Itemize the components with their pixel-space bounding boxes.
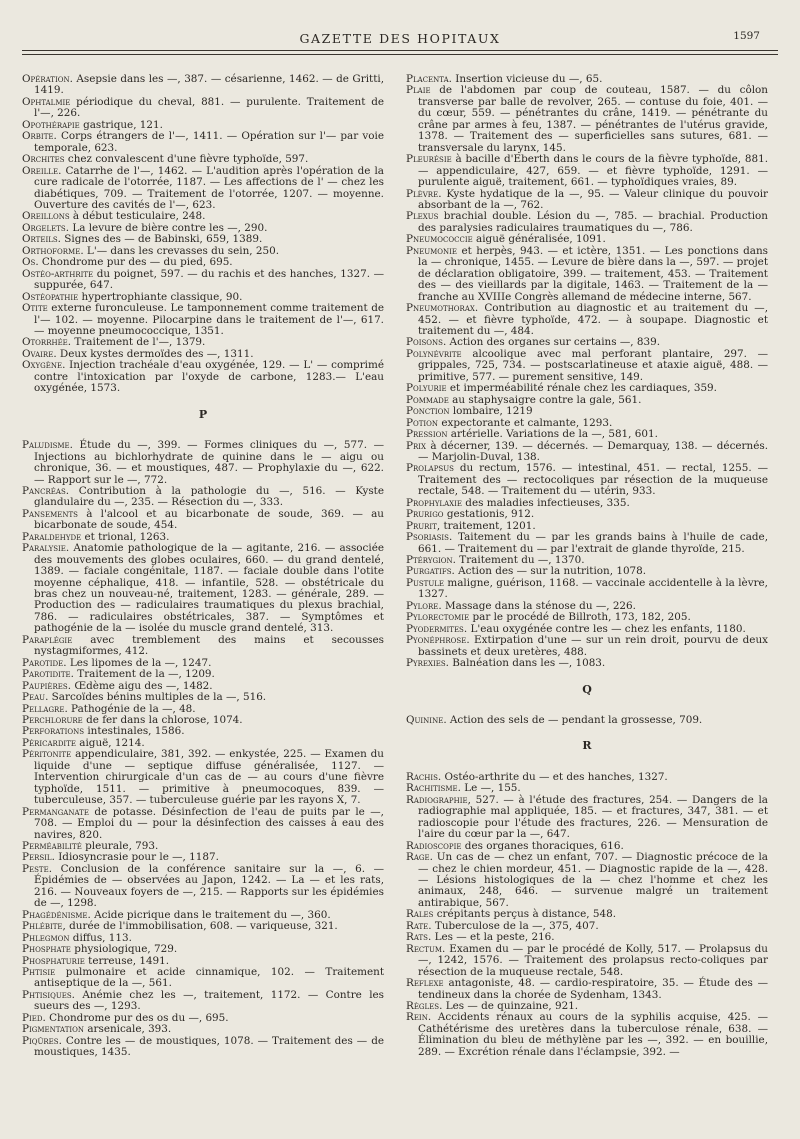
index-term: Phlegmon xyxy=(22,931,70,944)
index-text: alcoolique avec mal perforant plantaire, 297. — grippales, 725, 734. — postscarlatineuse et ataxie aiguë, 488. — primitive, 577. — purement sensitive, 149. xyxy=(418,347,768,383)
index-text: , 527. — à l'étude des fractures, 254. — Dangers de la radiographie mal appliquée, 185. — et fractures, 347, 381. — et radioscopie pour l'étude des fractures, 226. — Mensuration de l'aire du cœur par la —, 647. xyxy=(418,793,768,841)
index-text: du poignet, 597. — du rachis et des hanches, 1327. — suppurée, 647. xyxy=(34,267,384,292)
index-term: Paraldehyde xyxy=(22,530,82,543)
index-term: Perméabilité xyxy=(22,840,82,852)
index-text: . Sarcoïdes bénins multiples de la —, 516. xyxy=(45,691,267,704)
index-term: Pommade xyxy=(406,393,449,406)
index-term: Plèvre xyxy=(406,187,439,200)
index-entry xyxy=(406,715,768,726)
index-term: Polyurie xyxy=(406,382,447,395)
index-text: . Les lipomes de la —, 1247. xyxy=(63,656,212,669)
index-text: . Accidents rénaux au cours de la syphilis acquise, 425. — Cathétérisme des uretères dans la tuberculose rénale, 638. — Élimination du bleu de méthylène par les —, 392. — en bouillie, 289. — Excrétion rénale dans l'éclampsie, 392. — xyxy=(418,1011,768,1058)
index-entry xyxy=(406,303,768,337)
index-text: appendiculaire, 381, 392. — enkystée, 225. — Examen du liquide d'une — septique diffuse généralisée, 1127. — Intervention chirurgicale d'un cas de — au cours d'une fièvre typhoïde, 1511. — primitive à pneumocoques, 839. — tuberculeuse, 357. — tuberculeuse guérie par les rayons X, 7. xyxy=(34,748,384,807)
index-text: . Pathogénie de la —, 48. xyxy=(64,702,196,715)
index-term: Prix xyxy=(406,439,427,452)
index-term: Placenta xyxy=(406,73,449,85)
index-term: Pneumococcie xyxy=(406,233,473,246)
index-entry xyxy=(406,463,768,497)
index-term: Orthoforme xyxy=(22,244,81,257)
index-text: . Contre les — de moustiques, 1078. — Traitement des — de moustiques, 1435. xyxy=(34,1034,384,1059)
index-term: Parotidite xyxy=(22,668,71,681)
index-text: . Les — de quinzaine, 921. xyxy=(439,999,579,1012)
index-text: externe furonculeuse. Le tamponnement comme traitement de l'— 102. — moyenne. Pilocarpine dans le traitement de l'—, 617. — moyenne pneumococcique, 1351. xyxy=(34,302,384,337)
index-entry xyxy=(22,131,384,154)
index-term: Oreillons xyxy=(22,210,70,223)
index-text: . Extirpation d'une — sur un rein droit, pourvu de deux bassinets et deux uretères, 488. xyxy=(418,634,768,658)
index-text: aiguë, 1214. xyxy=(75,736,145,749)
index-term: Perforations xyxy=(22,725,85,738)
index-text: et trional, 1263. xyxy=(81,530,170,543)
index-term: Règles xyxy=(406,999,440,1012)
index-text: gestationis, 912. xyxy=(443,508,535,521)
index-entry xyxy=(22,486,384,509)
index-text: du rectum, 1576. — intestinal, 451. — rectal, 1255. — Traitement des — rectocoliques par résection de la muqueuse rectale, 548. — Traitement du — utérin, 933. xyxy=(418,462,768,498)
index-text: . Action des — sur la nutrition, 1078. xyxy=(451,565,647,578)
index-entry xyxy=(22,990,384,1013)
index-entry xyxy=(406,578,768,601)
index-text: aiguë généralisée, 1091. xyxy=(472,233,606,246)
index-term: Pansements xyxy=(22,507,78,520)
index-text: . Kyste hydatique de la —, 95. — Valeur clinique du pouvoir absorbant de la —, 762. xyxy=(418,187,768,211)
index-text: antagoniste, 48. — cardio-respiratoire, 35. — Étude des — tendineux dans la chorée de Sydenham, 1343. xyxy=(418,977,768,1001)
index-text: . Un cas de — chez un enfant, 707. — Diagnostic précoce de la — chez le chien mordeur, 451. — Diagnostic rapide de la —, 428. — Lésions histologiques de la — chez l'homme et chez les animaux, 248, 646. — survenue malgré un traitement antirabique, 567. xyxy=(418,851,768,909)
index-entry xyxy=(22,166,384,212)
index-term: Phtisie xyxy=(22,965,56,978)
index-term: Potion xyxy=(406,416,439,429)
journal-title: GAZETTE DES HOPITAUX xyxy=(299,31,501,46)
index-term: Ptérygion xyxy=(406,554,453,567)
index-entry xyxy=(406,189,768,212)
index-text: . Contribution au diagnostic et au traitement du —, 452. — et fièvre typhoïde, 472. — à soupape. Diagnostic et traitement du —, 484. xyxy=(418,302,768,337)
index-text: . Balnéation dans les —, 1083. xyxy=(445,657,606,670)
index-text: . Tuberculose de la —, 375, 407. xyxy=(428,919,599,932)
index-text: diffus, 113. xyxy=(69,931,132,944)
index-term: Rats xyxy=(406,931,428,944)
index-text: avec tremblement des mains et secousses nystagmiformes, 412. xyxy=(34,633,384,658)
index-entry xyxy=(406,635,768,658)
index-term: Opération xyxy=(22,73,70,85)
index-entry xyxy=(406,246,768,303)
index-term: Persil xyxy=(22,851,52,864)
index-term: Orteils xyxy=(22,233,58,246)
index-term: Opothérapie xyxy=(22,118,80,131)
index-term: Rate xyxy=(406,919,429,932)
index-term: Phosphate xyxy=(22,943,71,956)
index-entry xyxy=(22,1036,384,1059)
index-term: Orchites xyxy=(22,153,65,166)
index-term: Pancréas xyxy=(22,484,66,497)
index-text: hypertrophiante classique, 90. xyxy=(78,290,243,303)
index-term: Paralysie xyxy=(22,542,66,555)
index-text: lombaire, 1219 xyxy=(449,405,533,418)
index-text: . Le —, 155. xyxy=(457,782,521,795)
index-text: de potasse. Désinfection de l'eau de puits par le —, 708. — Emploi du — pour la désinfection des caisses à eau des navires, 820. xyxy=(34,805,384,841)
index-term: Radiographie xyxy=(406,793,468,806)
index-entry xyxy=(22,749,384,806)
index-term: Pylore xyxy=(406,599,439,612)
index-term: Plaie xyxy=(406,84,431,97)
index-text: . Traitement du —, 1370. xyxy=(452,554,585,567)
index-text: des maladies infectieuses, 335. xyxy=(462,496,630,509)
index-term: Pigmentation xyxy=(22,1023,85,1036)
index-text: . Chondrome pur des — du pied, 695. xyxy=(35,256,233,269)
index-entry xyxy=(22,509,384,532)
index-term: Pylorectomie xyxy=(406,611,470,624)
index-term: Prophylaxie xyxy=(406,496,462,509)
index-text: . Injection trachéale d'eau oxygénée, 129. — L' — comprimé contre l'intoxication par l'oxyde de carbone, 1283.— L'eau oxygénée, 1573. xyxy=(34,359,384,395)
index-term: Rachitisme xyxy=(406,782,458,795)
index-text: à décerner, 139. — décernés. — Demarquay, 138. — décernés. — Marjolin-Duval, 138. xyxy=(418,439,768,463)
index-term: Prolapsus xyxy=(406,462,454,475)
index-term: Os xyxy=(22,256,36,269)
index-entry xyxy=(22,360,384,394)
index-text: intestinales, 1586. xyxy=(84,725,185,738)
index-text: chez convalescent d'une fièvre typhoïde, 597. xyxy=(64,153,309,166)
index-text: . Anatomie pathologique de la — agitante, 216. — associée des mouvements des globes oculaires, 660. — du grand dentelé, 1389. — faciale congénitale, 1187. — faciale double dans l'otite moyenne céphalique, 418. — infantile, 528. — obstétricale du bras chez un nouveau-né, traitement, 1283. — générale, 289. — Production des — radiculaires traumatiques du plexus brachial, 786. — radiculaires obstétricales, 387. — Symptômes et pathogénie de la — isolée du muscle grand dentelé, 313. xyxy=(34,542,384,635)
index-text: arsenicale, 393. xyxy=(84,1023,172,1036)
index-text: périodique du cheval, 881. — purulente. Traitement de l'—, 226. xyxy=(34,95,384,120)
index-entry xyxy=(406,658,768,669)
index-text: . Étude du —, 399. — Formes cliniques du —, 577. — Injections au bichlorhydrate de quinine dans le — aigu ou chronique, 36. — et moustiques, 487. — Prophylaxie du —, 622. — Rapport sur le —, 772. xyxy=(34,439,384,486)
index-entry xyxy=(406,85,768,154)
index-term: Paupières xyxy=(22,679,68,692)
section-letter: Q xyxy=(582,682,592,696)
index-term: Polynévrite xyxy=(406,347,462,360)
index-entry xyxy=(22,635,384,658)
index-entry xyxy=(406,154,768,188)
index-term: Peau xyxy=(22,691,46,704)
index-term: Pneumothorax xyxy=(406,302,475,315)
index-text: . Massage dans la sténose du —, 226. xyxy=(438,599,636,612)
index-term: Pied xyxy=(22,1011,43,1024)
header-rule-thick xyxy=(22,50,778,51)
index-text: crépitants perçus à distance, 548. xyxy=(433,908,617,921)
index-term: Ophtalmie xyxy=(22,95,71,108)
index-term: Otorrhée xyxy=(22,336,68,349)
section-letter: P xyxy=(198,407,208,421)
index-text: , traitement, 1201. xyxy=(436,519,536,532)
index-entry xyxy=(406,795,768,841)
index-text: . Chondrome pur des os du —, 695. xyxy=(42,1011,229,1024)
index-text: à l'alcool et au bicarbonate de soude, 369. — au bicarbonate de soude, 454. xyxy=(34,507,384,532)
index-term: Péricardite xyxy=(22,736,76,749)
index-entry xyxy=(406,852,768,909)
index-entry xyxy=(22,303,384,337)
index-entry xyxy=(22,967,384,990)
index-text: à début testiculaire, 248. xyxy=(69,210,206,223)
index-text: pleurale, 793. xyxy=(81,840,159,852)
index-text: artérielle. Variations de la —, 581, 601. xyxy=(447,428,658,441)
index-text: au staphysaigre contre la gale, 561. xyxy=(448,393,642,406)
index-term: Psoriasis xyxy=(406,531,449,544)
index-text: de l'abdomen par coup de couteau, 1587. — du côlon transverse par balle de revolver, 265. — contuse du foie, 401. — du cœur, 559. — pénétrantes du crâne, 1419. — pénétrante du crâne par armes à feu, 1387. — pénétrantes de l'utérus gravide, 1378. — Traitement des — superficielles sans sutures, 681. — transversale du larynx, 145. xyxy=(418,84,768,154)
index-term: Otite xyxy=(22,302,48,315)
index-term: Phosphaturie xyxy=(22,954,85,967)
index-term: Phlébite xyxy=(22,920,63,933)
index-text: . Catarrhe de l'—, 1462. — L'audition après l'opération de la cure radicale de l'otorrée, 1187. — Les affections de l' — chez les diabétiques, 709. — Traitement de l'otorrée, 1207. — moyenne. Ouverture des cavités de l'—, 623. xyxy=(34,164,384,211)
index-term: Paraplégie xyxy=(22,633,73,646)
index-term: Orbite xyxy=(22,130,54,143)
index-term: Phagédénisme xyxy=(22,908,88,921)
index-term: Rales xyxy=(406,908,434,921)
index-entry xyxy=(406,532,768,555)
index-entry xyxy=(406,944,768,978)
index-text: . La levure de bière contre les —, 290. xyxy=(65,221,268,234)
index-term: Reflexe xyxy=(406,977,444,990)
index-text: . Action des sels de — pendant la grossesse, 709. xyxy=(443,714,703,727)
index-text: . Deux kystes dermoïdes des —, 1311. xyxy=(53,347,254,360)
index-term: Pleurésie xyxy=(406,153,452,166)
page-header xyxy=(0,0,800,56)
index-entry xyxy=(22,74,384,97)
index-text: maligne, guérison, 1168. — vaccinale accidentelle à la lèvre, 1327. xyxy=(418,576,768,601)
index-term: Péritonite xyxy=(22,748,72,761)
index-term: Orgelets xyxy=(22,221,66,234)
index-term: Pustule xyxy=(406,576,445,589)
index-term: Pyonéphrose xyxy=(406,634,467,647)
index-text: , durée de l'immobilisation, 608. — variqueuse, 321. xyxy=(62,920,338,933)
index-term: Prurit xyxy=(406,519,437,532)
index-entry xyxy=(22,269,384,292)
index-entry xyxy=(22,864,384,910)
index-text: physiologique, 729. xyxy=(70,943,178,956)
index-term: Radioscopie xyxy=(406,839,462,852)
index-term: Rectum xyxy=(406,942,443,955)
index-text: . L'— dans les crevasses du sein, 250. xyxy=(80,244,279,257)
index-term: Pneumonie xyxy=(406,244,458,257)
index-term: Prurigo xyxy=(406,508,444,521)
index-term: Phtisiques xyxy=(22,988,72,1001)
index-text: des organes thoraciques, 616. xyxy=(461,839,624,852)
index-term: Pyodermites xyxy=(406,622,464,635)
index-text: . Les — et la peste, 216. xyxy=(427,931,555,944)
left-column xyxy=(22,74,384,1059)
index-term: Ponction xyxy=(406,405,450,418)
index-term: Piqûres xyxy=(22,1034,59,1047)
index-term: Perchlorure xyxy=(22,714,83,727)
index-entry xyxy=(406,1012,768,1058)
index-text: . Contribution à la pathologie du —, 516. — Kyste glandulaire du —, 235. — Résection du —, 333. xyxy=(34,484,384,509)
index-text: pulmonaire et acide cinnamique, 102. — Traitement antiseptique de la —, 561. xyxy=(34,965,384,990)
index-term: Rage xyxy=(406,851,430,864)
index-term: Oreille xyxy=(22,164,59,177)
index-entry xyxy=(406,211,768,234)
index-term: Plexus xyxy=(406,210,439,223)
index-term: Ostéopathie xyxy=(22,290,79,303)
index-term: Rein xyxy=(406,1011,428,1024)
index-text: de fer dans la chlorose, 1074. xyxy=(82,714,243,727)
right-column xyxy=(406,74,768,1058)
index-entry xyxy=(22,97,384,120)
index-term: Paludisme xyxy=(22,439,70,452)
index-term: Oxygène xyxy=(22,359,63,372)
index-term: Pellagre xyxy=(22,702,65,715)
index-text: brachial double. Lésion du —, 785. — brachial. Production des paralysies radiculaires traumatiques du —, 786. xyxy=(418,210,768,234)
index-term: Rachis xyxy=(406,770,438,783)
index-text: à bacille d'Eberth dans le cours de la fièvre typhoïde, 881. — appendiculaire, 427, 659. — et fièvre typhoïde, 1291. — purulente aiguë, traitement, 661. — typhoïdiques vraies, 89. xyxy=(418,153,768,189)
index-entry xyxy=(22,543,384,635)
index-entry xyxy=(406,349,768,383)
index-entry xyxy=(406,441,768,464)
index-text: . Anémie chez les —, traitement, 1172. — Contre les sueurs des —, 1293. xyxy=(34,988,384,1013)
page-number: 1597 xyxy=(733,30,760,42)
index-text: . Taitement du — par les grands bains à l'huile de cade, 661. — Traitement du — par l'extrait de glande thyroïde, 215. xyxy=(418,531,768,555)
index-text: . Conclusion de la conférence sanitaire sur la —, 6. — Épidémies de — observées au Japon, 1242. — La — et les rats, 216. — Nouveaux foyers de —, 215. — Rapports sur les épidémies de —, 1298. xyxy=(34,862,384,910)
index-text: . Insertion vicieuse du —, 65. xyxy=(448,73,603,85)
index-text: . Œdème aigu des —, 1482. xyxy=(67,679,213,692)
index-text: . Idiosyncrasie pour le —, 1187. xyxy=(51,851,219,864)
index-entry xyxy=(22,807,384,841)
index-text: . Traitement de la —, 1209. xyxy=(70,668,215,681)
index-term: Pyrexies xyxy=(406,657,446,670)
index-text: gastrique, 121. xyxy=(79,118,163,131)
index-entry xyxy=(406,978,768,1001)
index-term: Purgatifs xyxy=(406,565,452,578)
header-rule-thin xyxy=(22,54,778,55)
index-text: . Traitement de l'—, 1379. xyxy=(67,336,206,349)
index-term: Quinine xyxy=(406,714,444,727)
index-term: Permanganate xyxy=(22,805,89,818)
index-text: . Ostéo-arthrite du — et des hanches, 1327. xyxy=(437,770,668,783)
index-text: . Action des organes sur certains —, 839. xyxy=(442,336,660,349)
index-term: Parotide xyxy=(22,656,64,669)
index-text: . Corps étrangers de l'—, 1411. — Opération sur l'— par voie temporale, 623. xyxy=(34,130,384,154)
index-entry xyxy=(22,440,384,486)
index-text: et herpès, 943. — et ictère, 1351. — Les ponctions dans la — chronique, 1455. — Levure de bière dans la —, 597. — projet de déclaration obligatoire, 399. — traitement, 453. — Traitement des — des vieillards par la digitale, 1463. — Traitement de la — franche au XVIIIe Congrès allemand de médecine interne, 567. xyxy=(418,244,768,303)
index-term: Poisons xyxy=(406,336,443,349)
index-text: . Signes des — de Babinski, 659, 1389. xyxy=(57,233,263,246)
index-term: Ovaire xyxy=(22,347,54,360)
index-text: par le procédé de Billroth, 173, 182, 205. xyxy=(469,611,691,624)
index-text: terreuse, 1491. xyxy=(84,954,170,967)
index-text: . Acide picrique dans le traitement du —, 360. xyxy=(87,908,331,921)
index-text: . L'eau oxygénée contre les — chez les enfants, 1180. xyxy=(463,622,746,635)
index-term: Peste xyxy=(22,862,49,875)
section-letter: R xyxy=(582,739,592,753)
index-text: . Examen du — par le procédé de Kolly, 517. — Prolapsus du —, 1242, 1576. — Traitement des prolapsus recto-coliques par résection de la muqueuse rectale, 548. xyxy=(418,942,768,978)
index-text: . Asepsie dans les —, 387. — césarienne, 1462. — de Gritti, 1419. xyxy=(34,73,384,97)
index-term: Pression xyxy=(406,428,448,441)
index-text: expectorante et calmante, 1293. xyxy=(438,416,613,429)
index-text: et imperméabilité rénale chez les cardiaques, 359. xyxy=(446,382,717,395)
index-term: Ostéo-arthrite xyxy=(22,267,94,280)
